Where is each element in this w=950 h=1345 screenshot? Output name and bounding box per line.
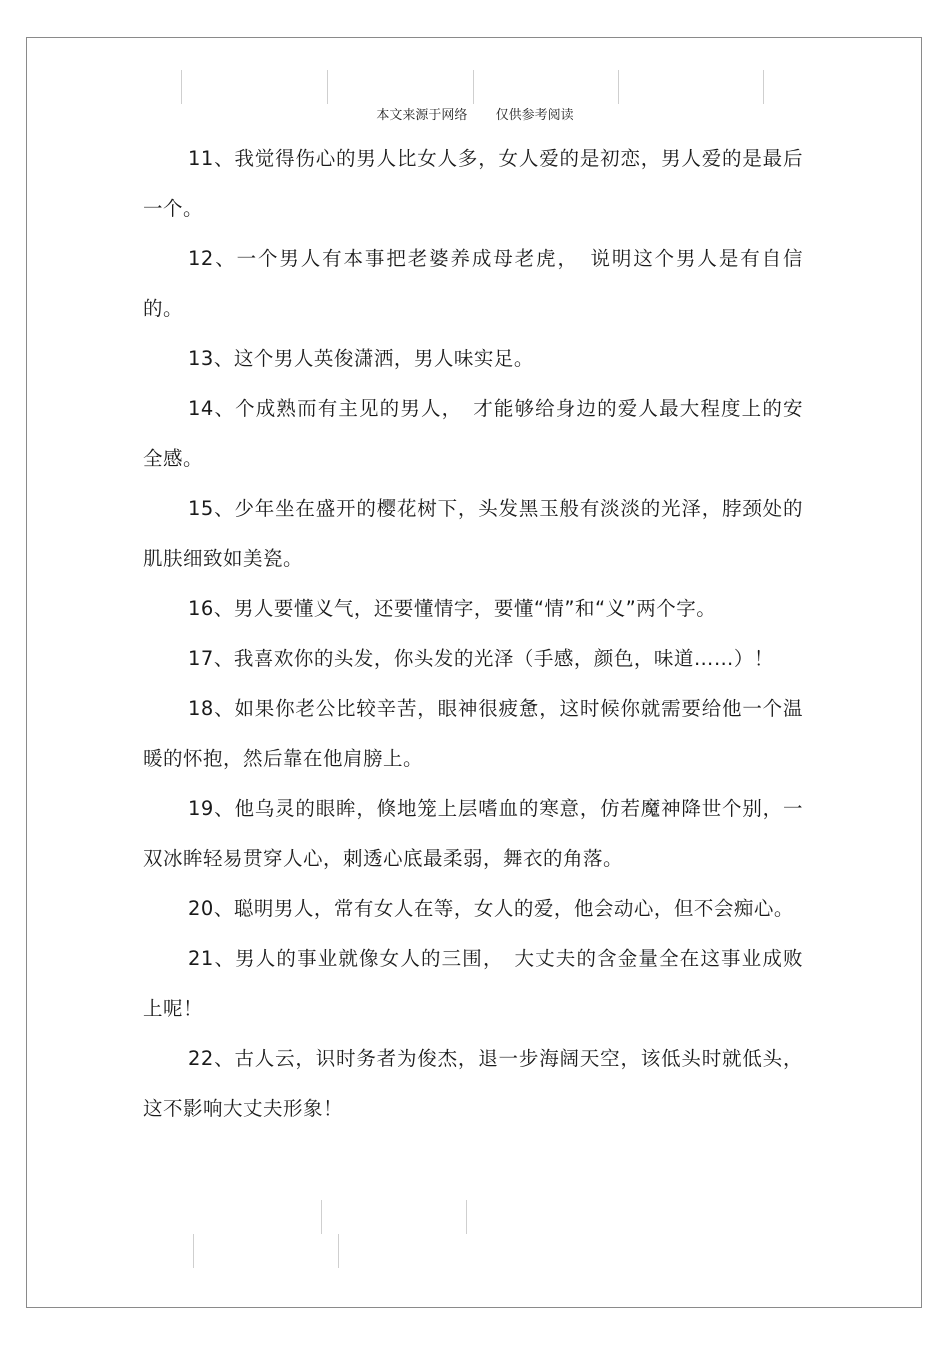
source-note-left: 本文来源于网络	[376, 108, 468, 123]
decor-line	[466, 1200, 467, 1234]
source-note	[0, 104, 950, 123]
paragraph: 16、男人要懂义气，还要懂情字，要懂“情”和“义”两个字。	[188, 597, 717, 620]
decor-line	[473, 70, 474, 104]
paragraph: 13、这个男人英俊潇洒，男人味实足。	[188, 347, 534, 370]
decor-line	[321, 1200, 322, 1234]
decor-line	[193, 1234, 194, 1268]
paragraph: 17、我喜欢你的头发，你头发的光泽（手感，颜色，味道……）！	[188, 647, 774, 670]
paragraph: 18、如果你老公比较辛苦，眼神很疲惫，这时候你就需要给他一个温暖的怀抱，然后靠在他肩膀上。	[143, 697, 803, 770]
paragraph: 20、聪明男人，常有女人在等，女人的爱，他会动心，但不会痴心。	[188, 897, 794, 920]
decor-line	[338, 1234, 339, 1268]
document-body	[143, 134, 803, 1134]
paragraph: 21、男人的事业就像女人的三围， 大丈夫的含金量全在这事业成败上呢！	[143, 947, 803, 1020]
paragraph: 22、古人云，识时务者为俊杰，退一步海阔天空，该低头时就低头，这不影响大丈夫形象！	[143, 1047, 803, 1120]
decor-line	[327, 70, 328, 104]
decor-line	[181, 70, 182, 104]
paragraph: 11、我觉得伤心的男人比女人多，女人爱的是初恋，男人爱的是最后一个。	[143, 147, 803, 220]
source-note-right: 仅供参考阅读	[495, 108, 574, 123]
paragraph: 12、一个男人有本事把老婆养成母老虎， 说明这个男人是有自信的。	[143, 247, 803, 320]
decor-line	[618, 70, 619, 104]
paragraph: 19、他乌灵的眼眸，倏地笼上层嗜血的寒意，仿若魔神降世个别，一双冰眸轻易贯穿人心，刺透心底最柔弱，舞衣的角落。	[143, 797, 803, 870]
paragraph: 15、少年坐在盛开的樱花树下，头发黑玉般有淡淡的光泽，脖颈处的肌肤细致如美瓷。	[143, 497, 803, 570]
decor-line	[763, 70, 764, 104]
paragraph: 14、个成熟而有主见的男人， 才能够给身边的爱人最大程度上的安全感。	[143, 397, 803, 470]
